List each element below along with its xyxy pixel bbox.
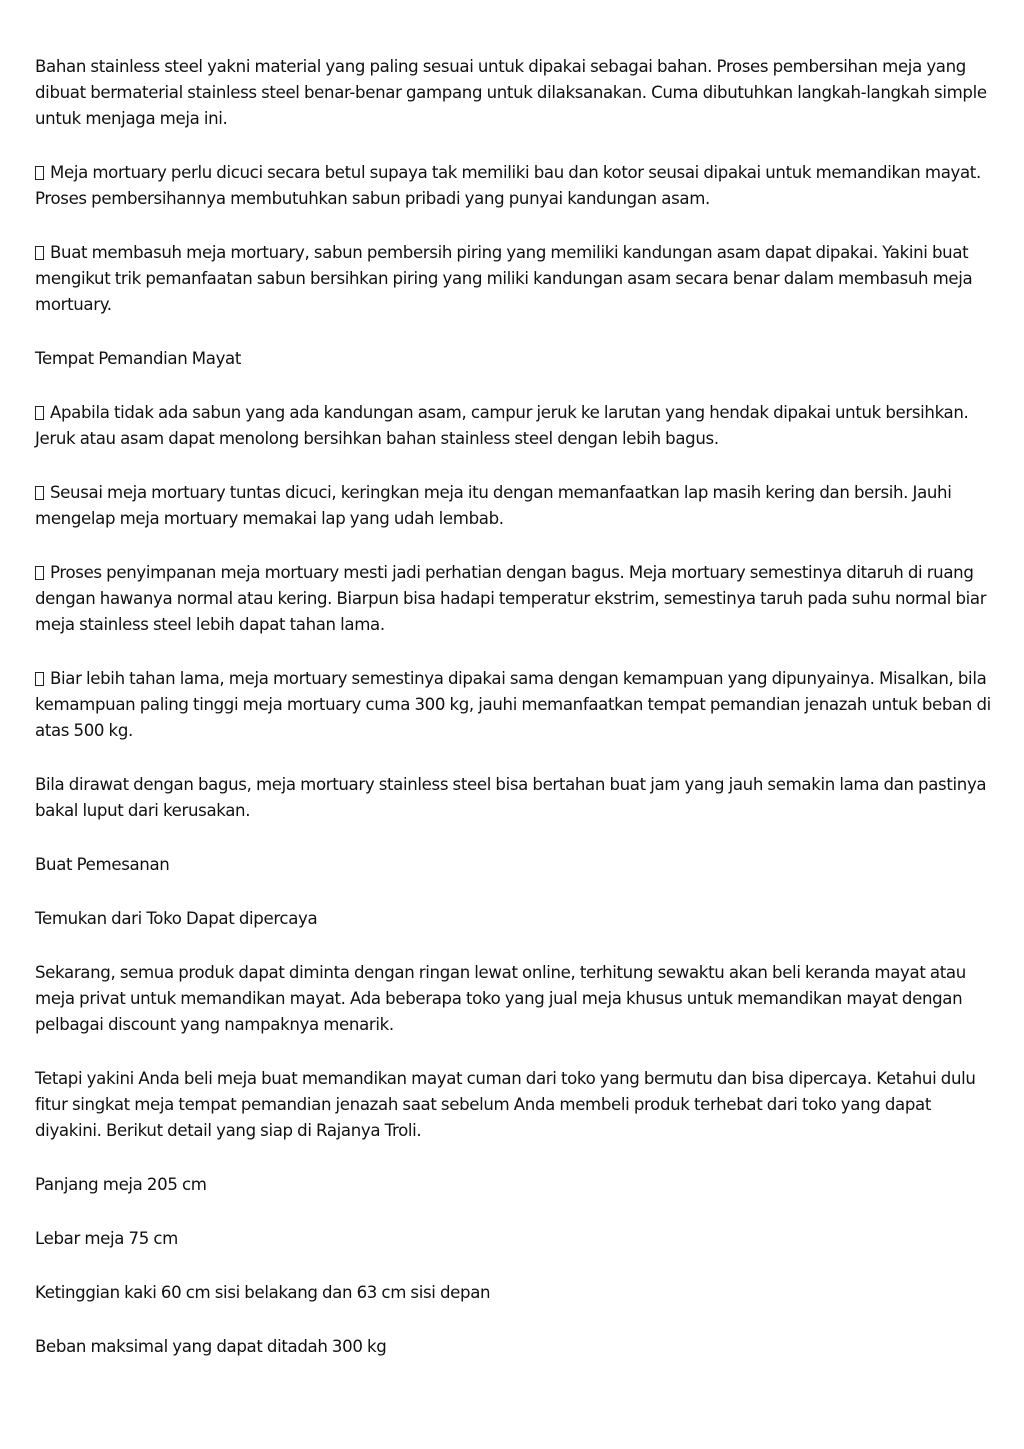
missing-glyph-bullet-icon	[35, 566, 44, 580]
bullet-paragraph: Buat membasuh meja mortuary, sabun pembersih piring yang memiliki kandungan asam dapat dipakai. Yakini buat mengikut trik pemanfaatan sabun bersihkan piring yang miliki kandungan asam secara benar dalam membasuh meja mortuary.	[35, 243, 973, 314]
bullet-paragraph: Meja mortuary perlu dicuci secara betul supaya tak memiliki bau dan kotor seusai dipakai untuk memandikan mayat. Proses pembersihannya membutuhkan sabun pribadi yang punyai kandungan asam.	[35, 163, 981, 208]
bullet-paragraph: Seusai meja mortuary tuntas dicuci, keringkan meja itu dengan memanfaatkan lap masih kering dan bersih. Jauhi mengelap meja mortuary memakai lap yang udah lembab.	[35, 483, 952, 528]
missing-glyph-bullet-icon	[35, 486, 44, 500]
section-heading: Temukan dari Toko Dapat dipercaya	[35, 909, 318, 928]
missing-glyph-bullet-icon	[35, 246, 44, 260]
missing-glyph-bullet-icon	[35, 406, 44, 420]
section-heading: Tempat Pemandian Mayat	[35, 349, 242, 368]
spec-item: Ketinggian kaki 60 cm sisi belakang dan 63 cm sisi depan	[35, 1283, 491, 1302]
paragraph-intro: Bahan stainless steel yakni material yang paling sesuai untuk dipakai sebagai bahan. Proses pembersihan meja yang dibuat bermaterial stainless steel benar-benar gampang untuk dilaksanakan. Cuma dibutuhkan langkah-langkah simple untuk menjaga meja ini.	[35, 57, 987, 128]
spec-item: Beban maksimal yang dapat ditadah 300 kg	[35, 1337, 387, 1356]
section-heading: Buat Pemesanan	[35, 855, 170, 874]
paragraph: Tetapi yakini Anda beli meja buat memandikan mayat cuman dari toko yang bermutu dan bisa dipercaya. Ketahui dulu fitur singkat meja tempat pemandian jenazah saat sebelum Anda membeli produk terhebat dari toko yang dapat diyakini. Berikut detail yang siap di Rajanya Troli.	[35, 1069, 976, 1140]
bullet-paragraph: Apabila tidak ada sabun yang ada kandungan asam, campur jeruk ke larutan yang hendak dipakai untuk bersihkan. Jeruk atau asam dapat menolong bersihkan bahan stainless steel dengan lebih bagus.	[35, 403, 969, 448]
paragraph: Bila dirawat dengan bagus, meja mortuary stainless steel bisa bertahan buat jam yang jauh semakin lama dan pastinya bakal luput dari kerusakan.	[35, 775, 987, 820]
spec-item: Panjang meja 205 cm	[35, 1175, 207, 1194]
missing-glyph-bullet-icon	[35, 672, 44, 686]
document-page	[35, 54, 993, 1388]
bullet-paragraph: Proses penyimpanan meja mortuary mesti jadi perhatian dengan bagus. Meja mortuary semestinya ditaruh di ruang dengan hawanya normal atau kering. Biarpun bisa hadapi temperatur ekstrim, semestinya taruh pada suhu normal biar meja stainless steel lebih dapat tahan lama.	[35, 563, 987, 634]
bullet-paragraph: Biar lebih tahan lama, meja mortuary semestinya dipakai sama dengan kemampuan yang dipunyainya. Misalkan, bila kemampuan paling tinggi meja mortuary cuma 300 kg, jauhi memanfaatkan tempat pemandian jenazah untuk beban di atas 500 kg.	[35, 669, 991, 740]
spec-item: Lebar meja 75 cm	[35, 1229, 178, 1248]
missing-glyph-bullet-icon	[35, 166, 44, 180]
paragraph: Sekarang, semua produk dapat diminta dengan ringan lewat online, terhitung sewaktu akan beli keranda mayat atau meja privat untuk memandikan mayat. Ada beberapa toko yang jual meja khusus untuk memandikan mayat dengan pelbagai discount yang nampaknya menarik.	[35, 963, 966, 1034]
